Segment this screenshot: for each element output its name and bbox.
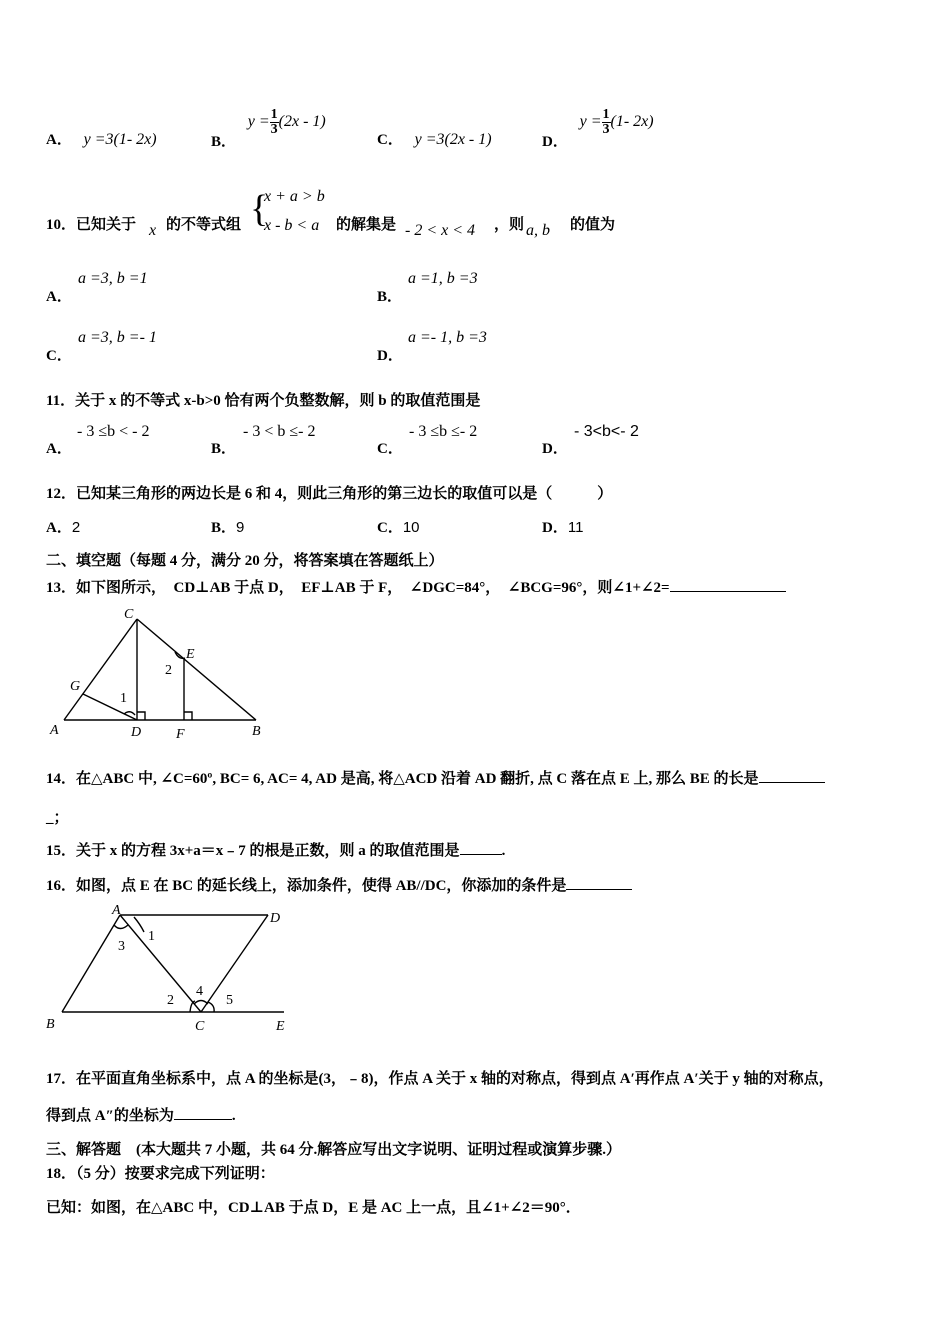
q10-range: - 2 < x < 4 <box>405 222 476 239</box>
q15-answer-blank[interactable] <box>460 840 502 855</box>
q13-segment-gd <box>83 694 137 720</box>
q16-label-3: 3 <box>118 939 125 954</box>
q12-option-d: D．11 <box>542 519 584 536</box>
q13-label-2: 2 <box>165 663 172 678</box>
q14-text: 14．在△ABC 中, ∠C=60º, BC= 6, AC= 4, AD 是高, 将△ACD 沿着 AD 翻折, 点 C 落在点 E 上, 那么 BE 的长是 <box>46 767 825 788</box>
q11-text: 11．关于 x 的不等式 x-b>0 恰有两个负整数解，则 b 的取值范围是 <box>46 393 481 409</box>
q13-label-f: F <box>176 727 185 742</box>
q13-answer-blank[interactable] <box>670 577 786 592</box>
q18-line1: 18．（5 分）按要求完成下列证明： <box>46 1166 275 1182</box>
q16-angle2-arc <box>190 1001 195 1012</box>
q10-system-line1: x + a > b <box>264 188 325 205</box>
q11-option-d-expr: - 3<b<- 2 <box>574 423 639 440</box>
q12-text: 12．已知某三角形的两边长是 6 和 4，则此三角形的第三边长的取值可以是（ ） <box>46 486 613 502</box>
q13-label-c: C <box>124 607 134 622</box>
q12-option-c: C．10 <box>377 519 420 536</box>
q16-segment-cd <box>201 915 268 1012</box>
q11-option-c-label: C． <box>377 441 403 457</box>
q10-option-a-expr: a =3, b =1 <box>78 270 148 287</box>
q15-text: 15．关于 x 的方程 3x+a＝x﹣7 的根是正数，则 a 的取值范围是 . <box>46 839 505 860</box>
q16-text: 16．如图，点 E 在 BC 的延长线上，添加条件，使得 AB//DC，你添加的条件是 <box>46 874 632 895</box>
q9-option-a: A． y =3(1- 2x) <box>46 131 157 148</box>
q16-label-a: A <box>112 903 121 918</box>
q17-answer-blank[interactable] <box>174 1105 232 1120</box>
q11-option-b-label: B． <box>211 441 237 457</box>
q16-label-b: B <box>46 1017 55 1032</box>
q16-answer-blank[interactable] <box>566 875 632 890</box>
q10-system-brace: { <box>250 188 269 230</box>
q17-line1: 17．在平面直角坐标系中，点 A 的坐标是(3，﹣8)，作点 A 关于 x 轴的对称点，得到点 A′再作点 A′关于 y 轴的对称点， <box>46 1071 834 1087</box>
section-fill-in-heading: 二、填空题（每题 4 分，满分 20 分，将答案填在答题纸上） <box>46 553 444 569</box>
q10-option-c-label: C． <box>46 348 72 364</box>
q10-option-b-expr: a =1, b =3 <box>408 270 478 287</box>
q13-label-d: D <box>131 725 142 740</box>
q10-option-c-expr: a =3, b =- 1 <box>78 329 157 346</box>
q10-vars: a, b <box>526 222 550 239</box>
q14-tail: _； <box>46 810 69 826</box>
q13-right-angle-d <box>137 712 145 720</box>
q11-option-d-label: D． <box>542 441 568 457</box>
q16-angle1-arc <box>134 917 144 932</box>
q16-label-5: 5 <box>226 993 233 1008</box>
q13-segment-cb <box>137 619 256 720</box>
q16-angle4-arc <box>194 1001 208 1005</box>
q10-mid: 的不等式组 <box>166 217 242 233</box>
q11-option-a-label: A． <box>46 441 72 457</box>
q10-option-a-label: A． <box>46 289 72 305</box>
q16-angle3-arc <box>114 925 128 929</box>
q10-var-x: x <box>149 222 157 239</box>
q16-label-4: 4 <box>196 984 203 999</box>
q13-label-a: A <box>50 723 59 738</box>
q10-option-d-label: D． <box>377 348 403 364</box>
q10-option-d-expr: a =- 1, b =3 <box>408 329 487 346</box>
q13-label-1: 1 <box>120 691 127 706</box>
q12-option-a: A．2 <box>46 519 81 536</box>
q9-option-a-expr: y =3(1- 2x) <box>83 131 157 148</box>
q9-option-b: B． y = $\frac{1}{3}$ (2x - 1) <box>211 107 326 150</box>
q10-suffix: 的值为 <box>570 217 616 233</box>
q16-label-1: 1 <box>148 929 155 944</box>
q10-mid2: 的解集是 <box>336 217 397 233</box>
q16-label-2: 2 <box>167 993 174 1008</box>
q13-text: 13．如下图所示， CD⊥AB 于点 D， EF⊥AB 于 F， ∠DGC=84°， ∠BCG=96°，则∠1+∠2= <box>46 576 786 597</box>
q9-option-d: D． y = $\frac{1}{3}$ (1- 2x) <box>542 107 654 150</box>
q16-segment-ac <box>120 915 201 1012</box>
q16-label-c: C <box>195 1019 205 1034</box>
q11-option-b-expr: - 3 < b ≤- 2 <box>243 423 316 440</box>
q10-mid3: ，则 <box>494 217 525 233</box>
q9-option-d-fraction: $\frac{1}{3}$ <box>602 107 610 137</box>
q10-system-line2: x - b < a <box>264 217 320 234</box>
q16-angle5-arc <box>208 1002 214 1012</box>
section-solve-heading: 三、解答题 (本大题共 7 小题，共 64 分.解答应写出文字说明、证明过程或演算步骤.） <box>46 1142 621 1158</box>
q10-prefix: 10．已知关于 <box>46 217 137 233</box>
q11-option-a-expr: - 3 ≤b < - 2 <box>77 423 150 440</box>
q13-label-b: B <box>252 724 261 739</box>
q17-line2: 得到点 A″的坐标为 . <box>46 1104 236 1125</box>
q18-line2: 已知：如图，在△ABC 中，CD⊥AB 于点 D，E 是 AC 上一点，且∠1+∠2＝90°． <box>46 1200 581 1216</box>
q13-figure <box>46 606 276 746</box>
q11-option-c-expr: - 3 ≤b ≤- 2 <box>409 423 478 440</box>
q13-label-e: E <box>186 647 195 662</box>
q9-option-c: C． y =3(2x - 1) <box>377 131 492 148</box>
q14-answer-blank[interactable] <box>759 768 825 783</box>
q10-option-b-label: B． <box>377 289 403 305</box>
q16-segment-ab <box>62 915 120 1012</box>
q13-right-angle-f <box>184 712 192 720</box>
q13-label-g: G <box>70 679 81 694</box>
q16-label-e: E <box>276 1019 285 1034</box>
q9-option-b-fraction: $\frac{1}{3}$ <box>270 107 278 137</box>
q16-figure <box>40 898 300 1038</box>
q16-label-d: D <box>270 911 281 926</box>
q12-option-b: B．9 <box>211 519 245 536</box>
